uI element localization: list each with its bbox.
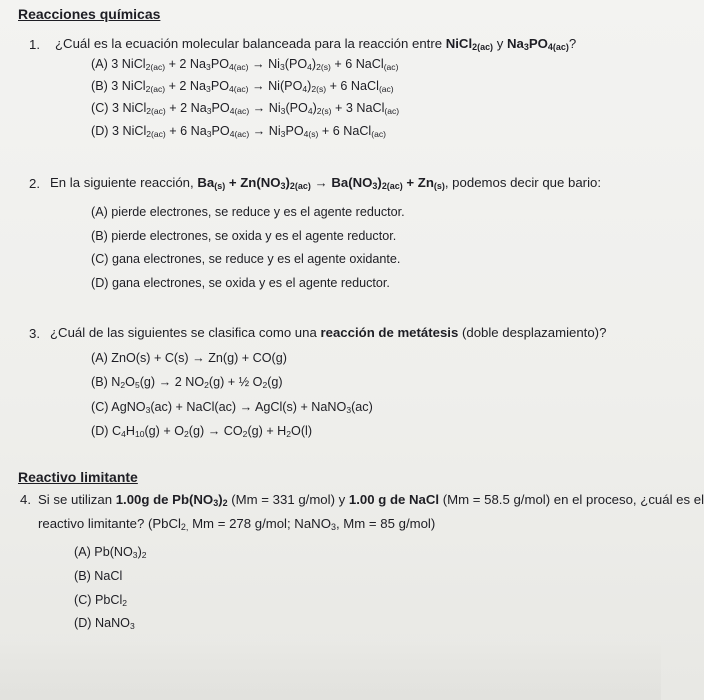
question-1-option-c[interactable]: (C) 3 NiCl$_{2(ac)}$ + 2 $Na_3PO_{4(ac)} \to Ni_3(PO_4)_{2(s)} + 3$ NaCl$_{(ac)}$	[91, 101, 400, 117]
question-4-mass-pb: 1.00g de $Pb(NO_3)_2$	[115, 492, 228, 509]
question-4-option-b[interactable]: (B) NaCl	[74, 569, 123, 583]
question-number-1: 1.	[29, 37, 40, 52]
question-1-text: ¿Cuál es la ecuación molecular balanceada para la reacción entre NiCl$_{2(ac)}$ y $Na_3PO_{4(ac)}$?	[55, 36, 577, 53]
question-3-option-c[interactable]: (C) AgNO$_3$(ac) + NaCl(ac) → AgCl(s) + NaNO$_3$(ac)	[91, 400, 373, 416]
question-3-option-a[interactable]: (A) ZnO(s) + C(s) → Zn(g) + CO(g)	[91, 351, 287, 365]
question-1-reactant-2: $Na_3PO_{4(ac)}$	[506, 36, 569, 53]
question-1-reactant-1: NiCl$_{2(ac)}$	[445, 36, 494, 53]
question-number-3: 3.	[29, 326, 40, 341]
question-4-line-1: Si se utilizan 1.00g de $Pb(NO_3)_2$ (Mm = 331 g/mol) y 1.00 g de NaCl (Mm = 58.5 g/mol) en el proceso, ¿cuál es el	[38, 492, 704, 509]
question-2-option-a[interactable]: (A) pierde electrones, se reduce y es el agente reductor.	[91, 205, 405, 219]
question-4-option-c[interactable]: (C) PbCl$_2$	[74, 593, 128, 609]
question-1-option-a[interactable]: (A) 3 NiCl$_{2(ac)}$ + 2 $Na_3PO_{4(ac)} \to Ni_3(PO_4)_{2(s)} + 6$ NaCl$_{(ac)}$	[91, 57, 399, 73]
question-1-option-d[interactable]: (D) 3 NiCl$_{2(ac)}$ + 6 $Na_3PO_{4(ac)} \to Ni_3PO_{4(s)} + 6$ NaCl$_{(ac)}$	[91, 124, 386, 140]
question-number-4: 4.	[20, 492, 31, 507]
question-2-equation: $Ba_{(s)} + Zn(NO_3)_{2(ac)} \to Ba(NO_3)_{2(ac)} + Zn_{(s)}$	[197, 175, 445, 192]
question-2-text: En la siguiente reacción, $Ba_{(s)} + Zn(NO_3)_{2(ac)} \to Ba(NO_3)_{2(ac)} + Zn_{(s)}$, podemos decir que bario:	[50, 175, 602, 192]
question-4-line-2: reactivo limitante? (PbCl$_{2,}$ Mm = 278 g/mol; NaNO$_3$, Mm = 85 g/mol)	[38, 516, 436, 533]
question-4-mass-nacl: 1.00 g de NaCl	[348, 492, 440, 507]
question-1-stem: ¿Cuál es la ecuación molecular balanceada para la reacción entre	[55, 36, 443, 51]
paper-shadow	[0, 640, 661, 700]
section-title-reacciones: Reacciones químicas	[18, 6, 161, 22]
question-3-keyword: reacción de metátesis	[320, 325, 459, 340]
question-3-option-b[interactable]: (B) $N_2O_5(g) \to 2$ $NO_2(g)$ + ½ $O_2(g)$	[91, 375, 283, 391]
question-3-text: ¿Cuál de las siguientes se clasifica como una reacción de metátesis (doble desplazamiento)?	[50, 325, 607, 340]
section-title-reactivo-limitante: Reactivo limitante	[18, 469, 138, 485]
question-4-option-d[interactable]: (D) NaNO$_3$	[74, 616, 135, 632]
question-2-option-d[interactable]: (D) gana electrones, se oxida y es el agente reductor.	[91, 276, 390, 290]
question-2-option-b[interactable]: (B) pierde electrones, se oxida y es el agente reductor.	[91, 229, 397, 243]
question-1-option-b[interactable]: (B) 3 NiCl$_{2(ac)}$ + 2 $Na_3PO_{4(ac)} \to Ni(PO_4)_{2(s)} + 6$ NaCl$_{(ac)}$	[91, 79, 394, 95]
question-2-option-c[interactable]: (C) gana electrones, se reduce y es el agente oxidante.	[91, 252, 401, 266]
question-3-option-d[interactable]: (D) $C_4H_{10}(g) + O_2(g) \to CO_2(g) + H_2O(l)$	[91, 424, 313, 440]
question-4-option-a[interactable]: (A) $Pb(NO_3)_2$	[74, 545, 147, 561]
question-1-conjunction: y	[493, 36, 507, 51]
question-number-2: 2.	[29, 176, 40, 191]
